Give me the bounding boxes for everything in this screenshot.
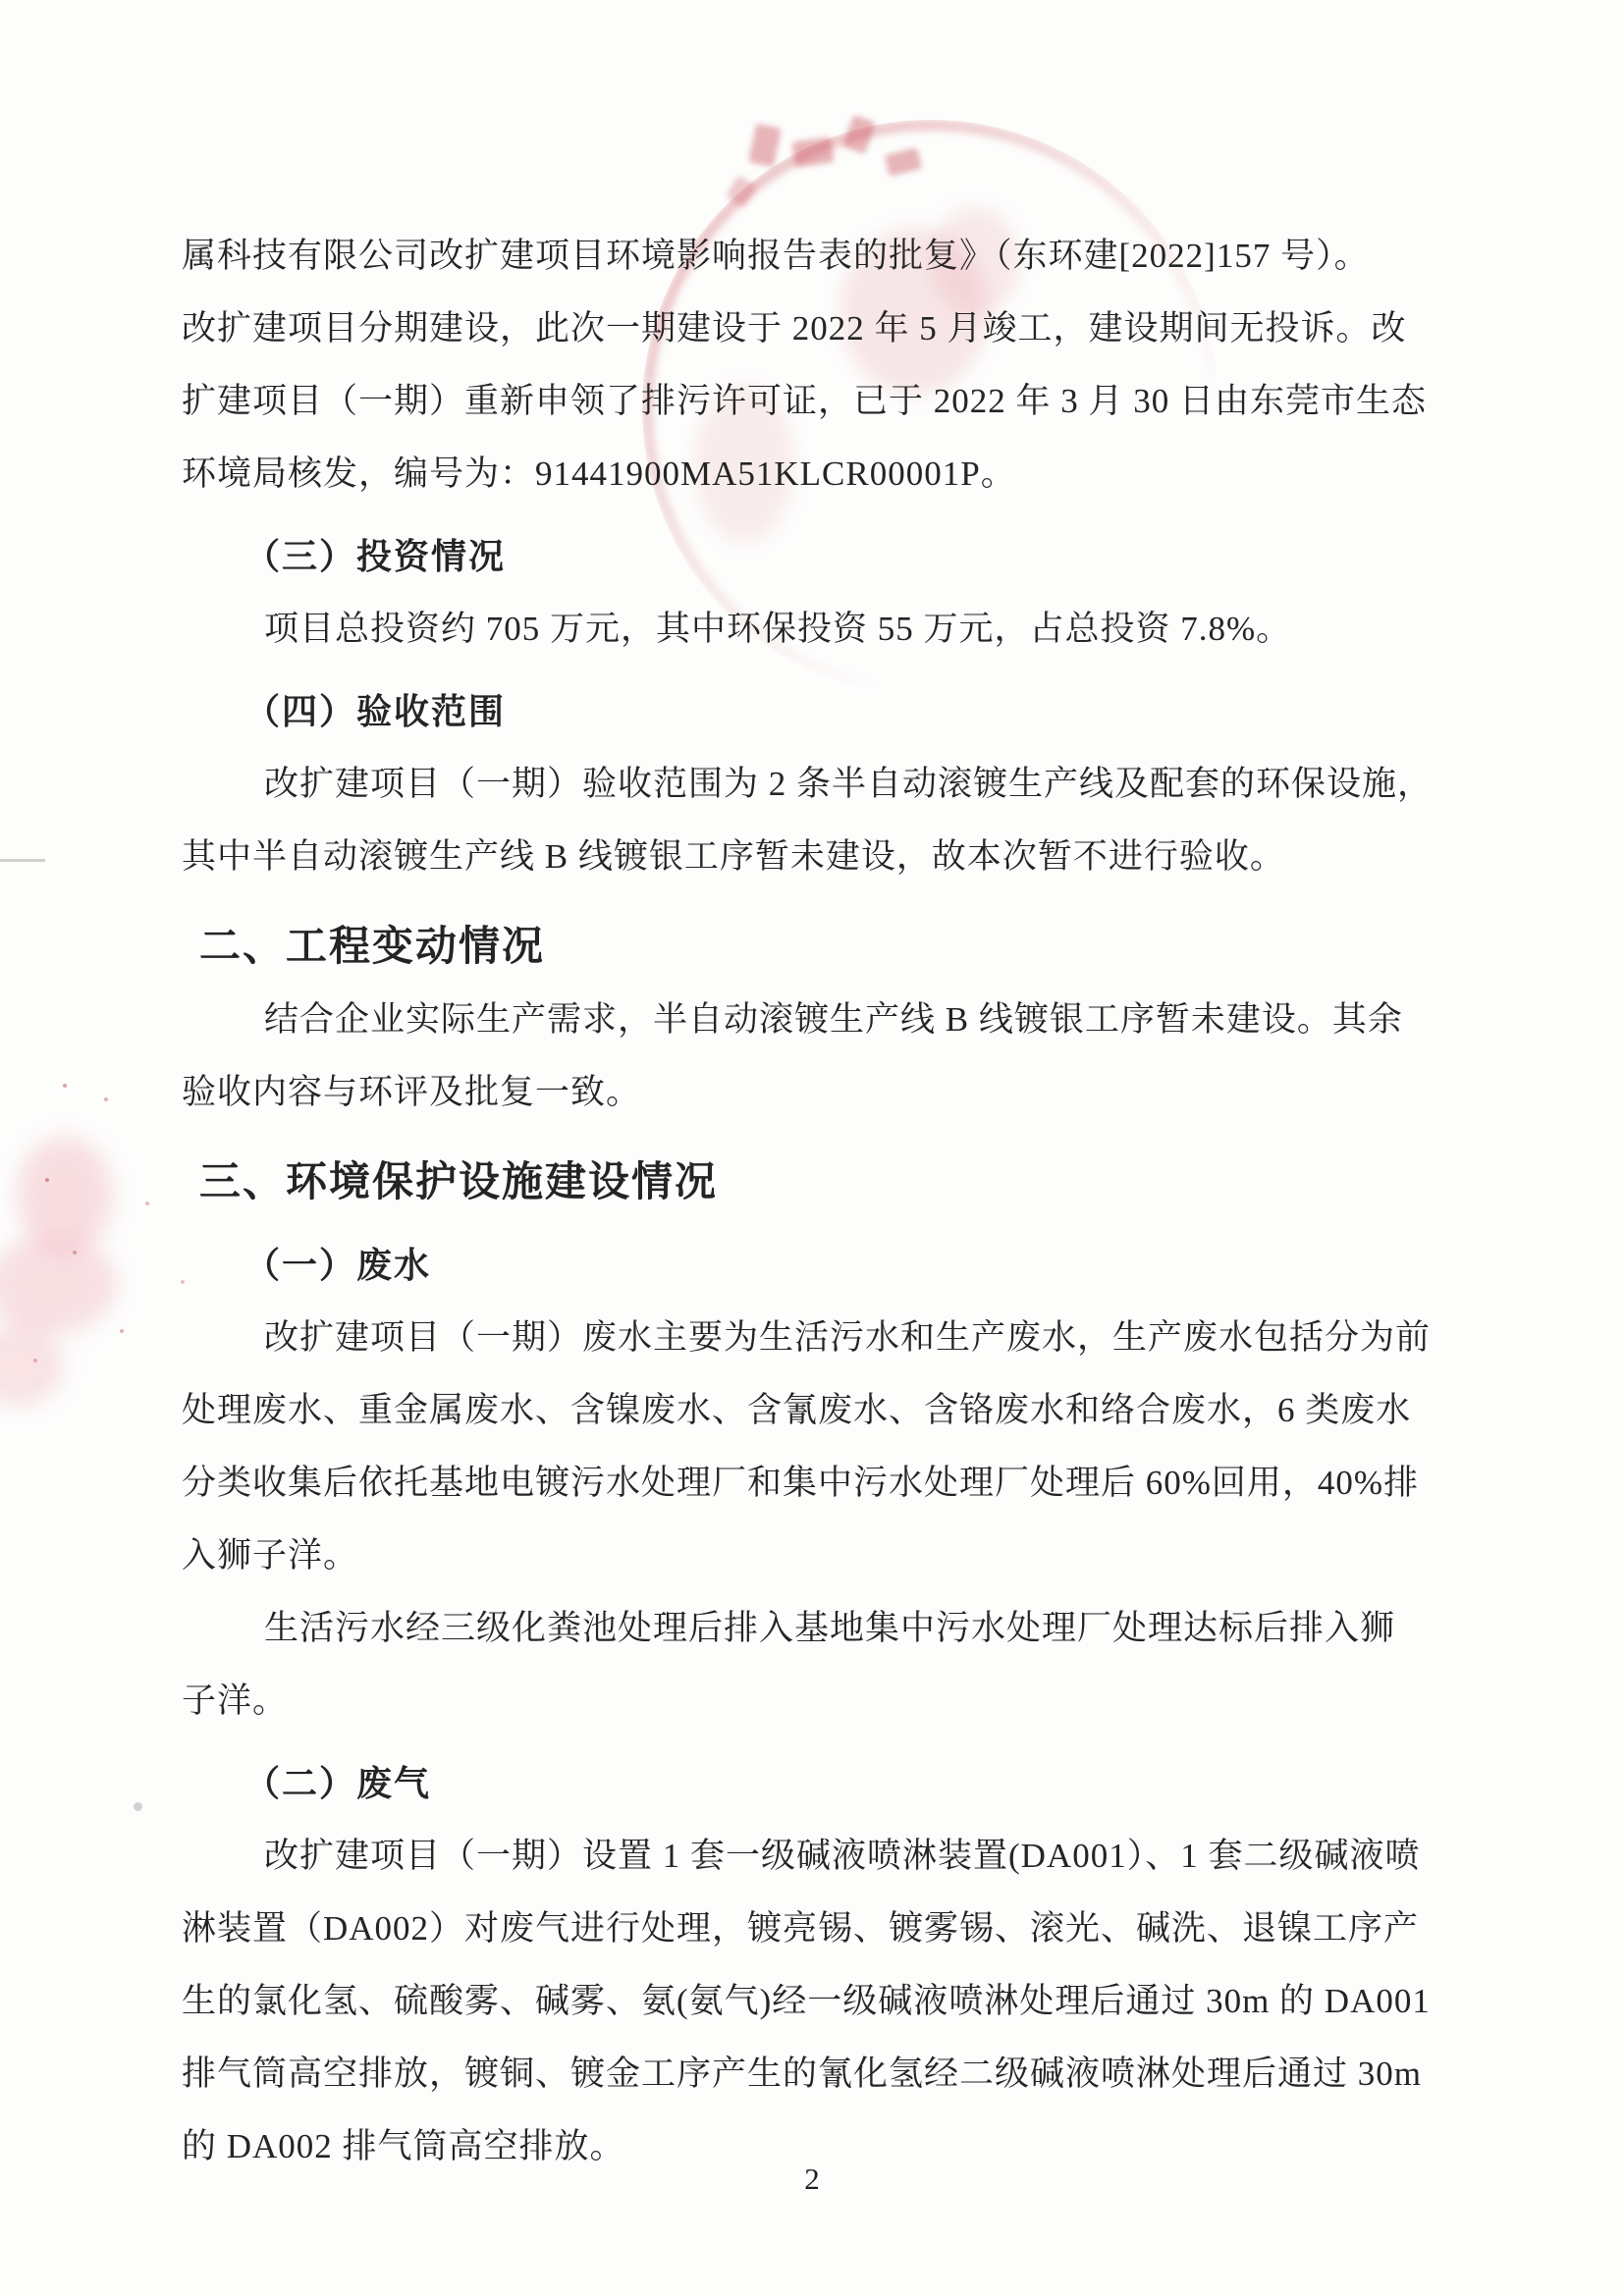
heading-waste-gas: （二）废气 xyxy=(244,1763,432,1803)
heading-acceptance-scope: （四）验收范围 xyxy=(244,691,507,731)
stamp-character-fragment xyxy=(726,175,757,208)
smudge-blob xyxy=(0,1323,63,1406)
text-line: 改扩建项目（一期）废水主要为生活污水和生产废水，生产废水包括分为前 xyxy=(264,1318,1432,1357)
text-line: 淋装置（DA002）对废气进行处理，镀亮锡、镀雾锡、滚光、碱洗、退镍工序产 xyxy=(182,1909,1420,1948)
text-line: 改扩建项目（一期）设置 1 套一级碱液喷淋装置(DA001）、1 套二级碱液喷 xyxy=(264,1837,1421,1875)
text-line: 生的氯化氢、硫酸雾、碱雾、氨(氨气)经一级碱液喷淋处理后通过 30m 的 DA001 xyxy=(182,1982,1431,2020)
page-number: 2 xyxy=(804,2162,820,2196)
text-line: 子洋。 xyxy=(182,1682,289,1720)
ink-specks xyxy=(63,1084,67,1088)
text-line: 结合企业实际生产需求，半自动滚镀生产线 B 线镀银工序暂未建设。其余 xyxy=(264,1000,1403,1039)
text-line: 项目总投资约 705 万元，其中环保投资 55 万元，占总投资 7.8%。 xyxy=(264,610,1292,648)
heading-wastewater: （一）废水 xyxy=(244,1245,432,1285)
scan-dust xyxy=(0,859,45,862)
text-line: 属科技有限公司改扩建项目环境影响报告表的批复》（东环建[2022]157 号）。 xyxy=(182,237,1370,275)
stamp-character-fragment xyxy=(885,147,922,177)
text-line: 其中半自动滚镀生产线 B 线镀银工序暂未建设，故本次暂不进行验收。 xyxy=(182,837,1285,876)
heading-environmental-facilities: 三、环境保护设施建设情况 xyxy=(199,1158,719,1204)
text-line: 的 DA002 排气筒高空排放。 xyxy=(182,2127,625,2165)
heading-project-changes: 二、工程变动情况 xyxy=(199,923,546,969)
text-line: 分类收集后依托基地电镀污水处理厂和集中污水处理厂处理后 60%回用，40%排 xyxy=(182,1464,1420,1502)
smudge-blob xyxy=(0,1235,116,1333)
text-line: 处理废水、重金属废水、含镍废水、含氰废水、含铬废水和络合废水，6 类废水 xyxy=(182,1391,1412,1429)
stamp-character-fragment xyxy=(748,124,782,168)
text-line: 改扩建项目分期建设，此次一期建设于 2022 年 5 月竣工，建设期间无投诉。改 xyxy=(182,309,1407,347)
pink-ink-smudge xyxy=(0,1021,196,1433)
smudge-blob xyxy=(18,1137,112,1255)
text-line: 环境局核发，编号为：91441900MA51KLCR00001P。 xyxy=(182,454,1016,493)
text-line: 排气筒高空排放，镀铜、镀金工序产生的氰化氢经二级碱液喷淋处理后通过 30m xyxy=(182,2055,1422,2093)
text-line: 扩建项目（一期）重新申领了排污许可证，已于 2022 年 3 月 30 日由东莞市生态 xyxy=(182,382,1428,420)
stamp-character-fragment xyxy=(791,136,834,167)
text-line: 入狮子洋。 xyxy=(182,1536,359,1575)
scan-dust xyxy=(134,1802,142,1811)
stamp-character-fragment xyxy=(842,115,876,154)
text-line: 生活污水经三级化粪池处理后排入基地集中污水处理厂处理达标后排入狮 xyxy=(264,1609,1396,1647)
heading-investment: （三）投资情况 xyxy=(244,536,507,576)
text-line: 改扩建项目（一期）验收范围为 2 条半自动滚镀生产线及配套的环保设施， xyxy=(264,765,1434,803)
text-line: 验收内容与环评及批复一致。 xyxy=(182,1073,642,1111)
document-body xyxy=(182,220,1450,2183)
